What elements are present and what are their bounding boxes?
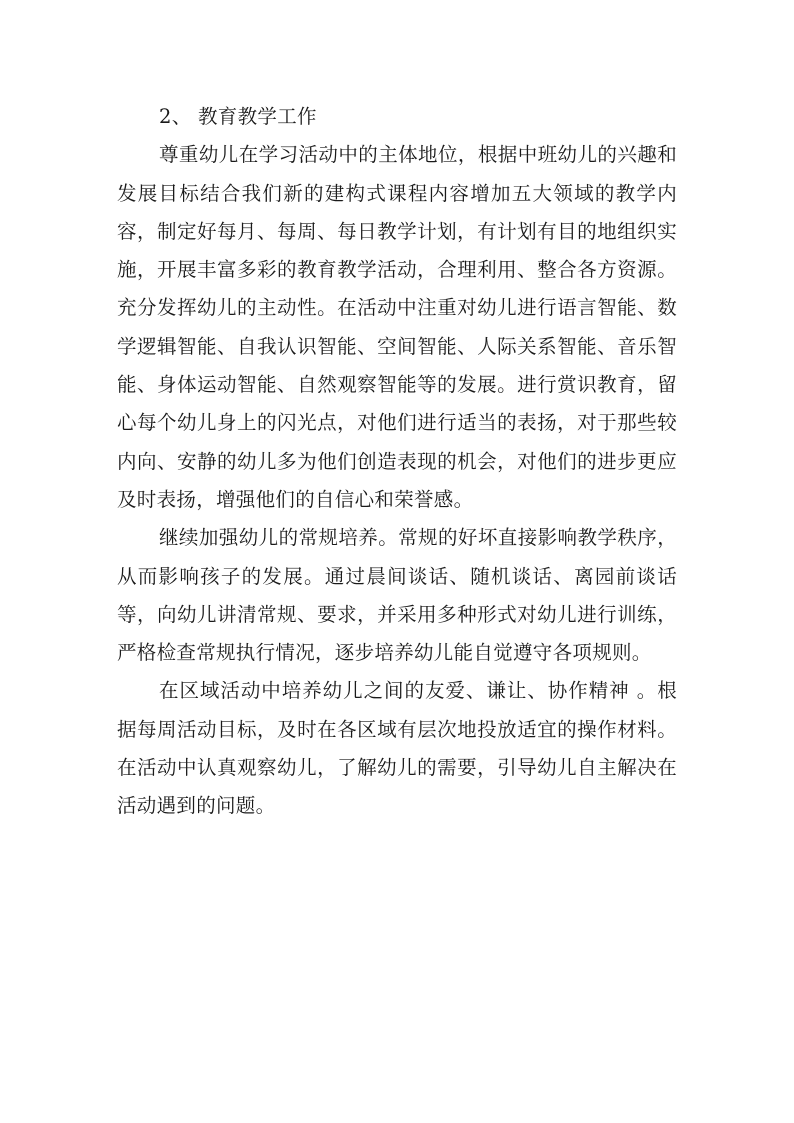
document-body bbox=[117, 98, 677, 826]
paragraph-routine-training: 继续加强幼儿的常规培养。常规的好坏直接影响教学秩序，从而影响孩子的发展。通过晨间谈话、随机谈话、离园前谈话等，向幼儿讲清常规、要求，并采用多种形式对幼儿进行训练，严格检查常规执行情况，逐步培养幼儿能自觉遵守各项规则。 bbox=[117, 526, 677, 665]
paragraph-teaching-plan: 尊重幼儿在学习活动中的主体地位，根据中班幼儿的兴趣和发展目标结合我们新的建构式课程内容增加五大领域的教学内容，制定好每月、每周、每日教学计划，有计划有目的地组织实施，开展丰富多彩的教育教学活动，合理利用、整合各方资源。充分发挥幼儿的主动性。在活动中注重对幼儿进行语言智能、数学逻辑智能、自我认识智能、空间智能、人际关系智能、音乐智能、身体运动智能、自然观察智能等的发展。进行赏识教育，留心每个幼儿身上的闪光点，对他们进行适当的表扬，对于那些较内向、安静的幼儿多为他们创造表现的机会，对他们的进步更应及时表扬，增强他们的自信心和荣誉感。 bbox=[117, 143, 677, 511]
paragraph-area-activities: 在区域活动中培养幼儿之间的友爱、谦让、协作精神 。根据每周活动目标，及时在各区域有层次地投放适宜的操作材料。在活动中认真观察幼儿，了解幼儿的需要，引导幼儿自主解决在活动遇到的问题。 bbox=[117, 679, 677, 818]
section-heading: 2、 教育教学工作 bbox=[159, 105, 317, 128]
